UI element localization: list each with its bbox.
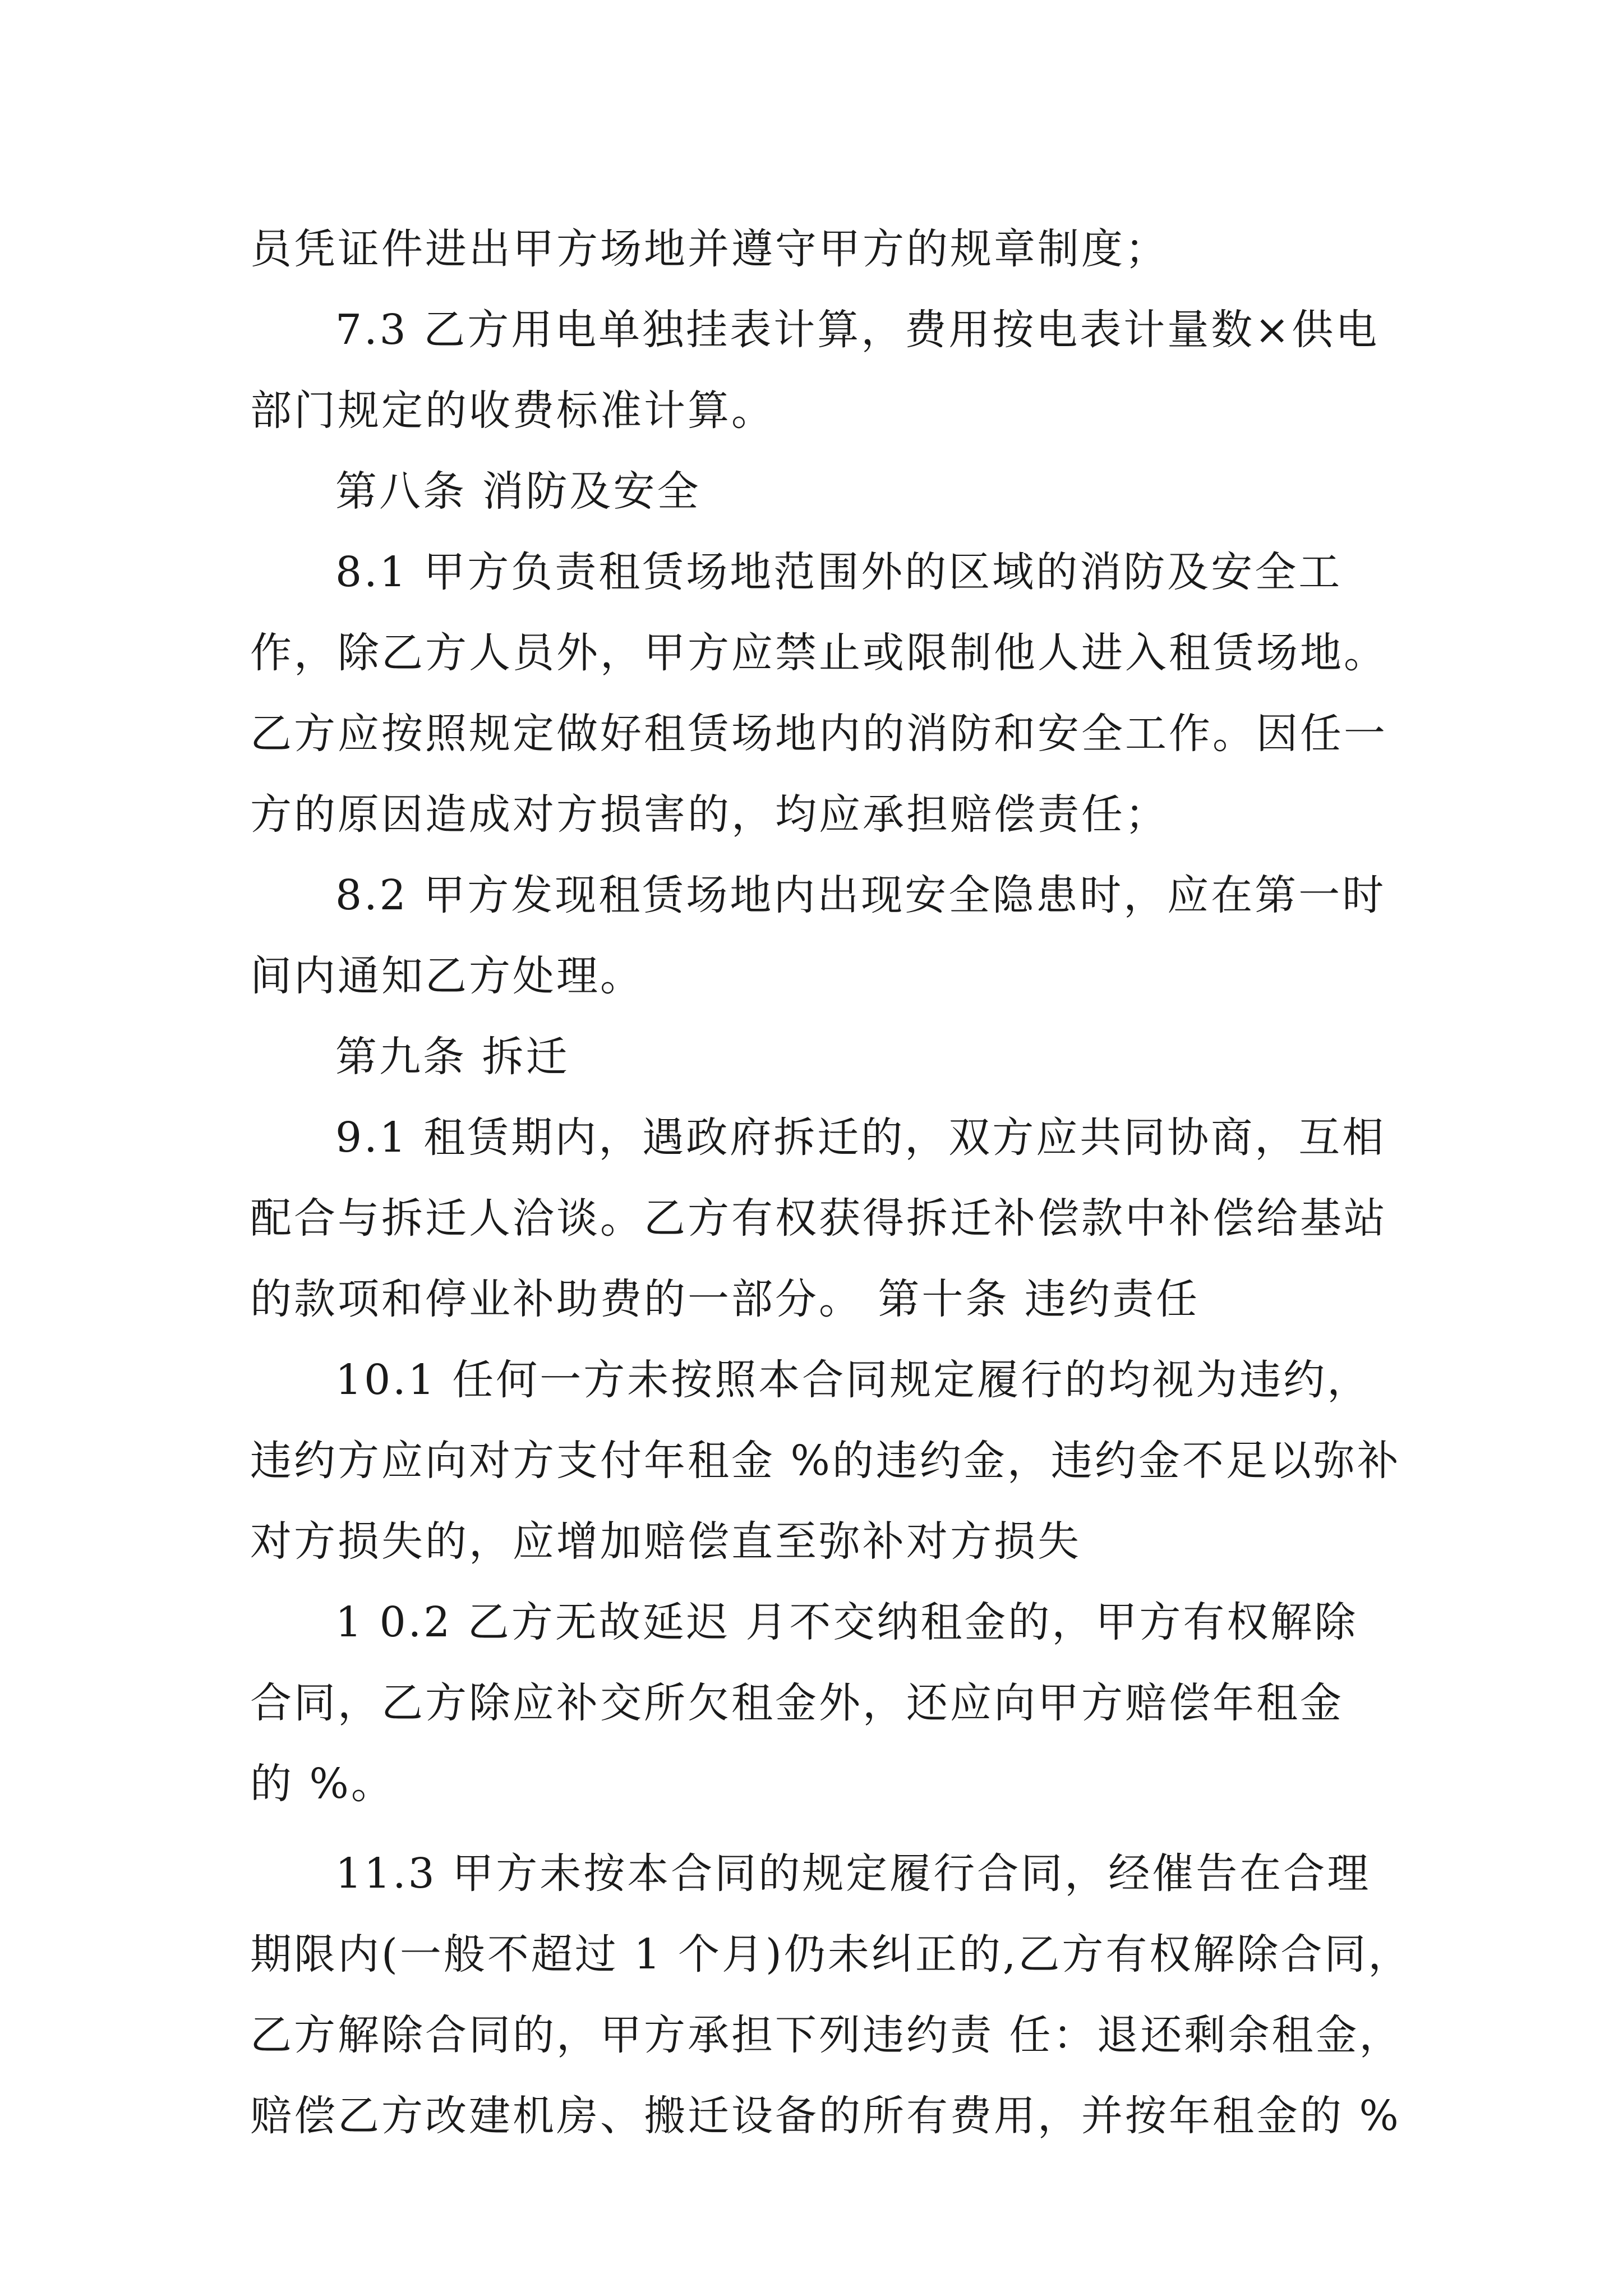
text-line: 乙方解除合同的，甲方承担下列违约责 任：退还剩余租金， — [250, 2011, 1403, 2059]
text-line: 7.3 乙方用电单独挂表计算，费用按电表计量数×供电 — [335, 306, 1380, 354]
text-line: 方的原因造成对方损害的，均应承担赔偿责任； — [250, 790, 1169, 839]
text-line: 11.3 甲方未按本合同的规定履行合同，经催告在合理 — [335, 1849, 1371, 1898]
text-line: 的 %。 — [250, 1760, 395, 1808]
text-line: 乙方应按照规定做好租赁场地内的消防和安全工作。因任一 — [250, 710, 1387, 758]
text-line: 8.2 甲方发现租赁场地内出现安全隐患时，应在第一时 — [335, 871, 1386, 919]
text-line: 配合与拆迁人洽谈。乙方有权获得拆迁补偿款中补偿给基站 — [250, 1194, 1387, 1243]
text-line: 赔偿乙方改建机房、搬迁设备的所有费用，并按年租金的 % — [250, 2092, 1401, 2140]
text-line: 8.1 甲方负责租赁场地范围外的区域的消防及安全工 — [335, 548, 1343, 596]
text-line: 1 0.2 乙方无故延迟 月不交纳租金的，甲方有权解除 — [335, 1598, 1358, 1646]
text-line: 部门规定的收费标准计算。 — [250, 386, 775, 435]
text-line: 作，除乙方人员外，甲方应禁止或限制他人进入租赁场地。 — [250, 629, 1387, 677]
text-line: 违约方应向对方支付年租金 %的违约金，违约金不足以弥补 — [250, 1437, 1401, 1485]
contract-text — [250, 209, 1412, 2156]
section-heading: 第八条 消防及安全 — [335, 467, 701, 516]
section-heading: 第九条 拆迁 — [335, 1033, 570, 1081]
text-line: 10.1 任何一方未按照本合同规定履行的均视为违约， — [335, 1356, 1371, 1404]
text-line: 9.1 租赁期内，遇政府拆迁的，双方应共同协商，互相 — [335, 1114, 1386, 1162]
text-line: 期限内(一般不超过 1 个月)仍未纠正的,乙方有权解除合同， — [250, 1930, 1412, 1978]
text-line: 合同，乙方除应补交所欠租金外，还应向甲方赔偿年租金 — [250, 1679, 1344, 1727]
text-line: 间内通知乙方处理。 — [250, 952, 644, 1000]
text-line: 的款项和停业补助费的一部分。 第十条 违约责任 — [250, 1275, 1200, 1323]
text-line: 对方损失的，应增加赔偿直至弥补对方损失 — [250, 1517, 1081, 1566]
text-line: 员凭证件进出甲方场地并遵守甲方的规章制度； — [250, 225, 1169, 273]
